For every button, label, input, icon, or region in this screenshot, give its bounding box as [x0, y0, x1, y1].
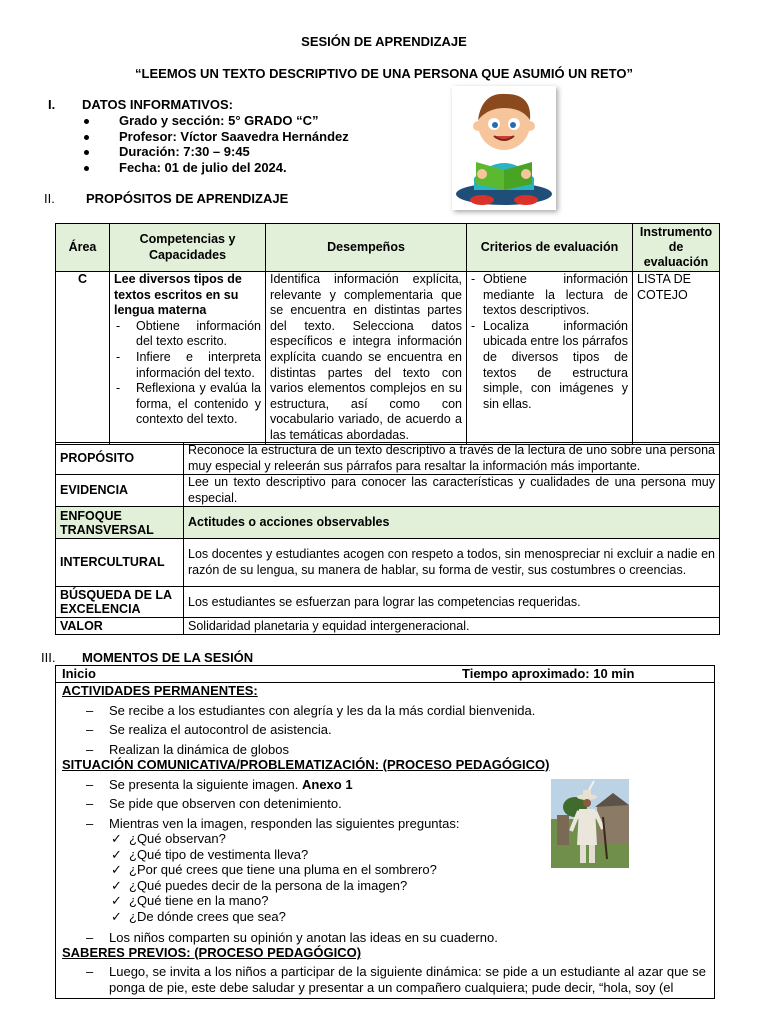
criterio-item: - Localiza información ubicada entre los párrafos de diversos tipos de textos de estructura simple, con imágenes y sin ellas. [471, 319, 628, 413]
proposito-label: PROPÓSITO [56, 443, 184, 475]
section-2-number: II. [44, 191, 55, 206]
situacion-item: Mientras ven la imagen, responden las siguientes preguntas: [109, 816, 460, 831]
capacidad-item: - Obtiene información del texto escrito. [114, 319, 261, 350]
bullet-icon [84, 119, 89, 124]
situacion-item: Se pide que observen con detenimiento. [109, 796, 342, 811]
header-area: Área [56, 224, 110, 272]
busqueda-label: BÚSQUEDA DE LA EXCELENCIA [56, 587, 184, 618]
tiempo-label: Tiempo aproximado: 10 min [462, 666, 635, 681]
situacion-item: Los niños comparten su opinión y anotan las ideas en su cuaderno. [109, 930, 498, 945]
dash-icon: – [86, 816, 94, 831]
section-2-title: PROPÓSITOS DE APRENDIZAJE [86, 191, 289, 206]
competencias-cell [110, 272, 266, 445]
saberes-item: Luego, se invita a los niños a participar de la siguiente dinámica: se pide a un estudiante al azar que se ponga de pie, este debe saludar y presentar a un compañero cualquiera; pude decir, “hola, soy (el [109, 964, 706, 995]
section-3-title: MOMENTOS DE LA SESIÓN [82, 650, 254, 665]
question-item: ¿Qué tipo de vestimenta lleva? [129, 847, 309, 862]
situacion-item-text: Se presenta la siguiente imagen. [109, 777, 299, 792]
info-grado: Grado y sección: 5° GRADO “C” [119, 113, 319, 128]
man-with-feather-photo [551, 779, 629, 868]
evidencia-label: EVIDENCIA [56, 475, 184, 507]
bullet-icon [84, 135, 89, 140]
enfoque-text: Actitudes o acciones observables [184, 507, 720, 539]
actividad-item: Realizan la dinámica de globos [109, 742, 289, 757]
actividades-title: ACTIVIDADES PERMANENTES: [62, 683, 258, 698]
valor-label: VALOR [56, 618, 184, 635]
bullet-icon [84, 166, 89, 171]
info-fecha: Fecha: 01 de julio del 2024. [119, 160, 287, 175]
section-1-number: I. [48, 97, 56, 112]
evidencia-text: Lee un texto descriptivo para conocer las características y cualidades de una persona muy especial. [184, 475, 720, 507]
actividad-item: Se recibe a los estudiantes con alegría y les da la más cordial bienvenida. [109, 703, 536, 718]
question-item: ¿Qué tiene en la mano? [129, 893, 269, 908]
info-profesor: Profesor: Víctor Saavedra Hernández [119, 129, 349, 144]
situacion-item [109, 777, 353, 792]
header-instrumento: Instrumento de evaluación [633, 224, 720, 272]
check-icon: ✓ [111, 909, 122, 924]
page-title: SESIÓN DE APRENDIZAJE [301, 34, 467, 49]
section-3-number: III. [41, 650, 56, 665]
dash-icon: – [86, 742, 94, 757]
header-desempenos: Desempeños [266, 224, 467, 272]
busqueda-text: Los estudiantes se esfuerzan para lograr las competencias requeridas. [184, 587, 720, 618]
check-icon: ✓ [111, 893, 122, 908]
instrumento-cell: LISTA DE COTEJO [633, 272, 720, 445]
header-criterios: Criterios de evaluación [467, 224, 633, 272]
question-item: ¿Qué observan? [129, 831, 226, 846]
dash-icon: – [86, 777, 94, 792]
desempeno-cell: Identifica información explícita, relevante y complementaria que se encuentra en distintas partes del texto. Selecciona datos específicos e integra información explícita cuando se encuentra en distintas partes del texto con varios elementos complejos en su estructura, así como con vocabulario variado, de acuerdo a las temáticas abordadas. [266, 272, 467, 445]
dash-icon: – [86, 930, 94, 945]
check-icon: ✓ [111, 847, 122, 862]
enfoque-label: ENFOQUE TRANSVERSAL [56, 507, 184, 539]
anexo-link: Anexo 1 [301, 777, 353, 792]
info-duracion: Duración: 7:30 – 9:45 [119, 144, 250, 159]
inicio-label: Inicio [62, 666, 96, 681]
purpose-details-table [55, 442, 720, 635]
actividad-item: Se realiza el autocontrol de asistencia. [109, 722, 332, 737]
check-icon: ✓ [111, 878, 122, 893]
saberes-title: SABERES PREVIOS: (PROCESO PEDAGÓGICO) [62, 945, 362, 960]
dash-icon: – [86, 722, 94, 737]
valor-text: Solidaridad planetaria y equidad intergeneracional. [184, 618, 720, 635]
section-1-title: DATOS INFORMATIVOS: [82, 97, 233, 112]
purposes-table [55, 223, 720, 445]
proposito-text: Reconoce la estructura de un texto descriptivo a través de la lectura de uno sobre una persona muy especial y releerán sus párrafos para resaltar la información más importante. [184, 443, 720, 475]
area-cell: C [56, 272, 110, 445]
question-item: ¿De dónde crees que sea? [129, 909, 286, 924]
dash-icon: – [86, 964, 94, 979]
dash-icon: – [86, 703, 94, 718]
situacion-title: SITUACIÓN COMUNICATIVA/PROBLEMATIZACIÓN: (PROCESO PEDAGÓGICO) [62, 757, 550, 772]
question-item: ¿Por qué crees que tiene una pluma en el sombrero? [129, 862, 437, 877]
capacidad-item: - Infiere e interpreta información del texto. [114, 350, 261, 381]
capacidad-item: - Reflexiona y evalúa la forma, el contenido y contexto del texto. [114, 381, 261, 428]
criterios-cell [467, 272, 633, 445]
header-competencias: Competencias y Capacidades [110, 224, 266, 272]
question-item: ¿Qué puedes decir de la persona de la imagen? [129, 878, 408, 893]
competencia-title: Lee diversos tipos de textos escritos en su lengua materna [114, 272, 242, 318]
dash-icon: – [86, 796, 94, 811]
intercultural-text: Los docentes y estudiantes acogen con respeto a todos, sin menospreciar ni excluir a nadie en razón de su lengua, su manera de hablar, su forma de vestir, sus costumbres o creencias. [184, 539, 720, 587]
bullet-icon [84, 150, 89, 155]
session-subtitle: “LEEMOS UN TEXTO DESCRIPTIVO DE UNA PERSONA QUE ASUMIÓ UN RETO” [135, 66, 633, 81]
criterio-item: - Obtiene información mediante la lectura de textos descriptivos. [471, 272, 628, 319]
inicio-row [56, 666, 714, 683]
intercultural-label: INTERCULTURAL [56, 539, 184, 587]
check-icon: ✓ [111, 862, 122, 877]
session-moments-box [55, 665, 715, 999]
reading-child-image [452, 86, 556, 210]
check-icon: ✓ [111, 831, 122, 846]
